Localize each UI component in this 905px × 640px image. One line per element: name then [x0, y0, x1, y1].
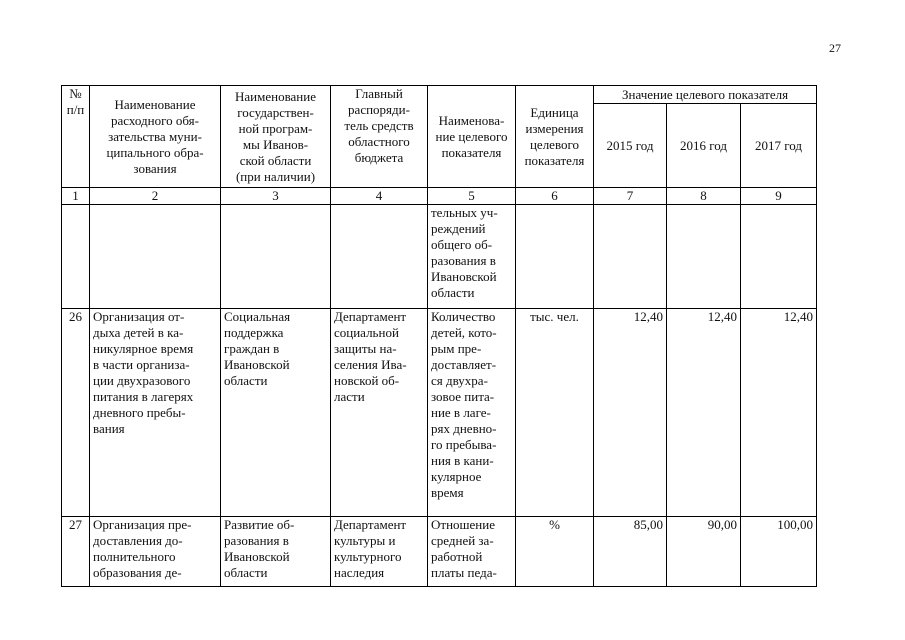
header-col-manager: Главный распоряди- тель средств областного бюджета: [331, 86, 428, 188]
row-number: 26: [62, 309, 90, 517]
header-col-unit: Единица измерения целевого показателя: [516, 86, 594, 188]
header-col-program: Наименование государствен- ной програм- мы Иванов- ской области (при наличии): [221, 86, 331, 188]
column-number: 2: [90, 188, 221, 205]
header-year-2016: 2016 год: [667, 104, 741, 188]
row-value-2015: [594, 205, 667, 309]
table-row: [62, 205, 817, 309]
row-manager: Департамент социальной защиты на- селения Ива- новской об- ласти: [331, 309, 428, 517]
column-number: 1: [62, 188, 90, 205]
row-number: 27: [62, 517, 90, 587]
row-value-2017: 100,00: [741, 517, 817, 587]
column-number: 3: [221, 188, 331, 205]
row-obligation: [90, 205, 221, 309]
column-number: 8: [667, 188, 741, 205]
header-year-2017: 2017 год: [741, 104, 817, 188]
column-number: 9: [741, 188, 817, 205]
table-row: [62, 517, 817, 587]
row-program: [221, 205, 331, 309]
page-number: 27: [829, 41, 841, 55]
row-value-2017: [741, 205, 817, 309]
column-number: 7: [594, 188, 667, 205]
header-col-obligation: Наименование расходного обя- зательства муни- ципального обра- зования: [90, 86, 221, 188]
row-indicator: Отношение средней за- работной платы педа-: [428, 517, 516, 587]
row-unit: [516, 205, 594, 309]
column-number: 5: [428, 188, 516, 205]
header-col-values-group: Значение целевого показателя: [594, 86, 817, 104]
target-indicators-table: [61, 85, 817, 587]
row-number: [62, 205, 90, 309]
column-number: 4: [331, 188, 428, 205]
row-obligation: Организация пре- доставления до- полнительного образования де-: [90, 517, 221, 587]
row-program: Развитие об- разования в Ивановской области: [221, 517, 331, 587]
column-number-row: [62, 188, 817, 205]
row-indicator: тельных уч- реждений общего об- разования в Ивановской области: [428, 205, 516, 309]
row-value-2016: 12,40: [667, 309, 741, 517]
header-col-indicator: Наименова- ние целевого показателя: [428, 86, 516, 188]
table-row: [62, 309, 817, 517]
header-col-number: № п/п: [62, 86, 90, 188]
row-obligation: Организация от- дыха детей в ка- никулярное время в части организа- ции двухразового питания в лагерях дневного пребы- вания: [90, 309, 221, 517]
row-indicator: Количество детей, кото- рым пре- доставляет- ся двухра- зовое пита- ние в лаге- рях дневно- го пребыва- ния в кани- кулярное время: [428, 309, 516, 517]
row-value-2015: 85,00: [594, 517, 667, 587]
row-manager: Департамент культуры и культурного наследия: [331, 517, 428, 587]
row-value-2015: 12,40: [594, 309, 667, 517]
row-program: Социальная поддержка граждан в Ивановской области: [221, 309, 331, 517]
row-value-2016: 90,00: [667, 517, 741, 587]
header-year-2015: 2015 год: [594, 104, 667, 188]
column-number: 6: [516, 188, 594, 205]
row-manager: [331, 205, 428, 309]
row-value-2017: 12,40: [741, 309, 817, 517]
row-value-2016: [667, 205, 741, 309]
row-unit: %: [516, 517, 594, 587]
row-unit: тыс. чел.: [516, 309, 594, 517]
